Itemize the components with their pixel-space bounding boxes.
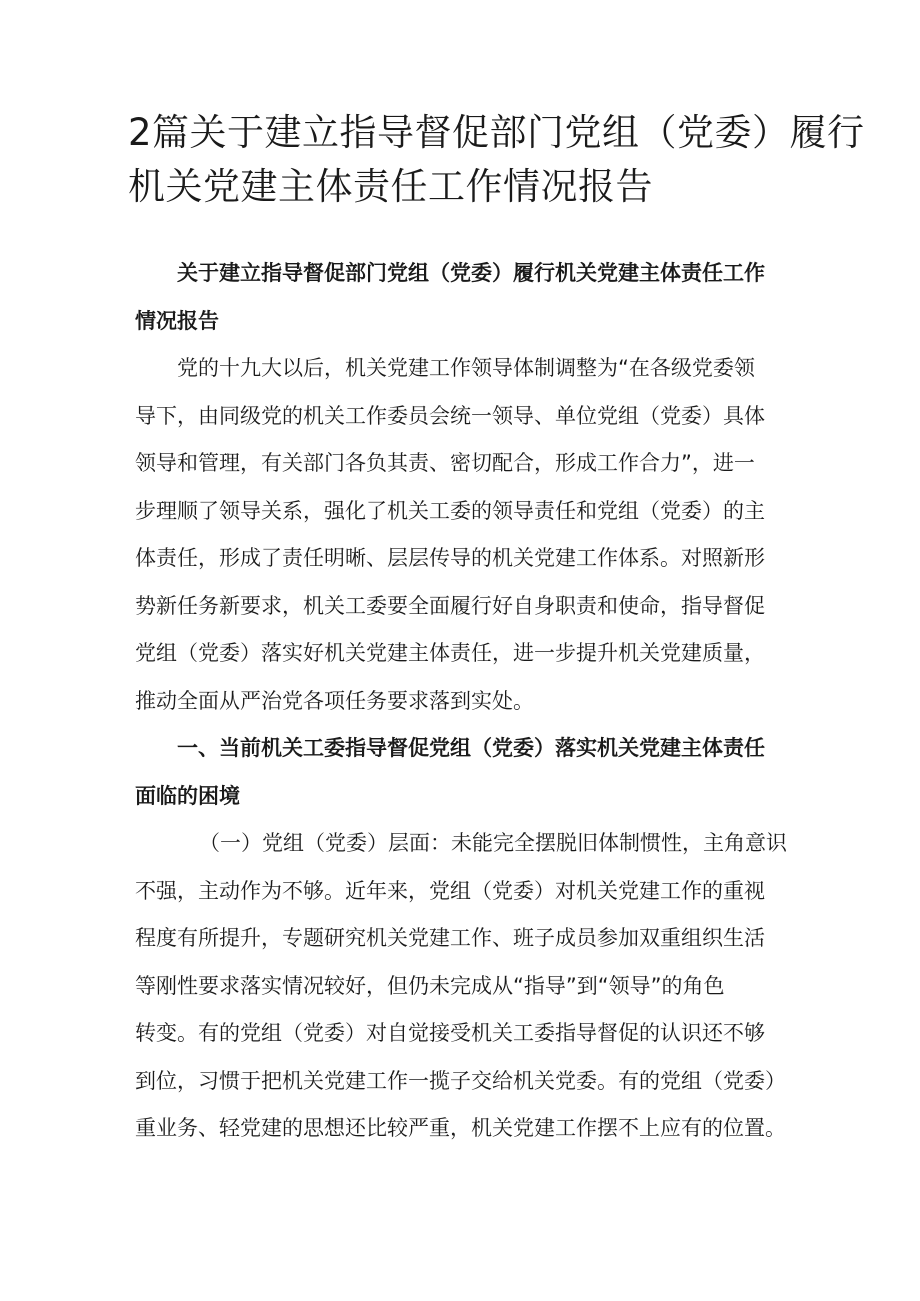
paragraph-line: 不强，主动作为不够。近年来，党组（党委）对机关党建工作的重视	[135, 878, 765, 903]
intro-paragraph	[135, 345, 815, 725]
section-heading-line-2: 面临的困境	[135, 783, 240, 808]
intro-line: 体责任，形成了责任明晰、层层传导的机关党建工作体系。对照新形	[135, 546, 765, 570]
intro-line: 步理顺了领导关系，强化了机关工委的领导责任和党组（党委）的主	[135, 498, 765, 523]
section-heading-1	[135, 725, 815, 820]
document-body	[135, 250, 815, 1153]
paragraph-line: （一）党组（党委）层面：未能完全摆脱旧体制惯性，主角意识	[199, 831, 787, 855]
paragraph-line: 重业务、轻党建的思想还比较严重，机关党建工作摆不上应有的位置。	[135, 1116, 786, 1140]
subtitle-line-2: 情况报告	[135, 308, 219, 333]
document-title	[128, 106, 865, 214]
intro-line: 党的十九大以后，机关党建工作领导体制调整为“在各级党委领	[177, 356, 755, 380]
intro-line: 推动全面从严治党各项任务要求落到实处。	[135, 688, 534, 713]
intro-line: 领导和管理，有关部门各负其责、密切配合，形成工作合力”，进一	[135, 451, 755, 475]
paragraph-line: 程度有所提升，专题研究机关党建工作、班子成员参加双重组织生活	[135, 926, 765, 950]
report-subtitle	[135, 250, 815, 345]
paragraph-line: 转变。有的党组（党委）对自觉接受机关工委指导督促的认识还不够	[135, 1021, 765, 1045]
section-heading-line-1: 一、当前机关工委指导督促党组（党委）落实机关党建主体责任	[177, 736, 765, 760]
paragraph-line: 到位，习惯于把机关党建工作一揽子交给机关党委。有的党组（党委）	[135, 1068, 786, 1093]
intro-line: 势新任务新要求，机关工委要全面履行好自身职责和使命，指导督促	[135, 593, 765, 618]
title-line-2: 机关党建主体责任工作情况报告	[128, 165, 653, 208]
intro-line: 党组（党委）落实好机关党建主体责任，进一步提升机关党建质量，	[135, 641, 765, 665]
subtitle-line-1: 关于建立指导督促部门党组（党委）履行机关党建主体责任工作	[177, 261, 765, 285]
subsection-paragraph-1	[135, 820, 815, 1153]
title-line-1: 2篇关于建立指导督促部门党组（党委）履行	[128, 111, 865, 154]
intro-line: 导下，由同级党的机关工作委员会统一领导、单位党组（党委）具体	[135, 403, 765, 428]
paragraph-line: 等刚性要求落实情况较好，但仍未完成从“指导”到“领导”的角色	[135, 973, 725, 998]
